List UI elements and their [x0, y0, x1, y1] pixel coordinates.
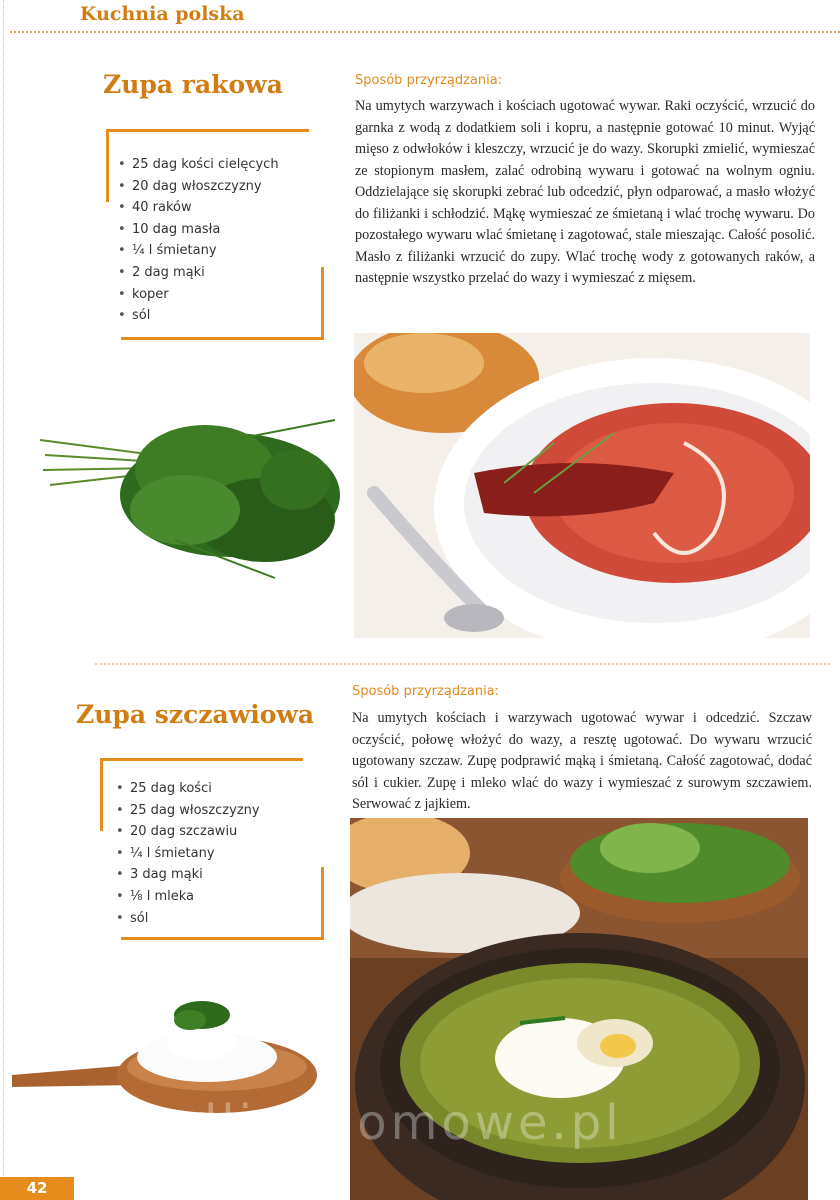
method-text: Na umytych kościach i warzywach ugotować wywar i odcedzić. Szczaw oczyścić, połowę włożyć do wazy, a resztę ugotować. Do wywaru wrzucić ugotowany szczaw. Zupę podprawić mąką i śmietaną. Całość zagotować, dodać sól i cukier. Zupę i mleko wlać do wazy i wymieszać z surowym szczawiem. Serwować z jajkiem.	[352, 710, 812, 812]
ingredient-item: • 20 dag szczawiu	[116, 821, 260, 843]
ingredient-item: • 25 dag kości cielęcych	[118, 154, 279, 176]
crayfish-soup-photo	[354, 333, 810, 638]
ingredient-item: • ¼ l śmietany	[118, 240, 279, 262]
ingredient-item: • ⅛ l mleka	[116, 886, 260, 908]
ingredient-item: • 25 dag kości	[116, 778, 260, 800]
recipe-divider	[95, 663, 830, 665]
recipe-title-zupa-rakowa: Zupa rakowa	[103, 70, 283, 99]
ingredient-item: • 3 dag mąki	[116, 864, 260, 886]
ingredients-list	[118, 154, 279, 327]
ingredients-list	[116, 778, 260, 929]
page-header	[0, 0, 840, 36]
header-divider	[10, 31, 840, 33]
ingredient-item: • sól	[118, 305, 279, 327]
ingredient-item: • 40 raków	[118, 197, 279, 219]
recipe-title-zupa-szczawiowa: Zupa szczawiowa	[76, 700, 315, 729]
ingredient-item: • 20 dag włoszczyzny	[118, 176, 279, 198]
section-title: Kuchnia polska	[80, 3, 245, 25]
ingredient-item: • sól	[116, 908, 260, 930]
method-heading: Sposób przyrządzania:	[352, 684, 500, 699]
page-number: 42	[0, 1177, 74, 1200]
left-margin-rule	[0, 0, 10, 1200]
method-heading: Sposób przyrządzania:	[355, 73, 503, 88]
ingredient-item: • 25 dag włoszczyzny	[116, 800, 260, 822]
ingredient-item: • koper	[118, 284, 279, 306]
method-text: Na umytych warzywach i kościach ugotować wywar. Raki oczyścić, wrzucić do garnka z wodą z dodatkiem soli i kopru, a następnie gotować 10 minut. Wyjąć mięso z odwłoków i kleszczy, wrzucić je do wazy. Skorupki zmielić, wymieszać ze stopionym masłem, zalać odrobiną wywaru i gotować na wolnym ogniu. Oddzielające się skorupki zebrać lub odcedzić, płyn odparować, a masło włożyć do filiżanki i schłodzić. Mąkę wymieszać ze śmietaną i wlać trochę wywaru. Do pozostałego wywaru wlać śmietanę i zagotować, stale mieszając. Całość posolić. Masło z filiżanki wrzucić do zupy. Wlać trochę wody z gotowanych raków, a następnie wszystko przelać do wazy i wymieszać z mięsem.	[355, 98, 815, 286]
ingredient-item: • 2 dag mąki	[118, 262, 279, 284]
dill-image	[35, 400, 340, 580]
watermark: wedlinydomowe.pl	[110, 1095, 623, 1151]
ingredient-item: • ¼ l śmietany	[116, 843, 260, 865]
ingredient-item: • 10 dag masła	[118, 219, 279, 241]
